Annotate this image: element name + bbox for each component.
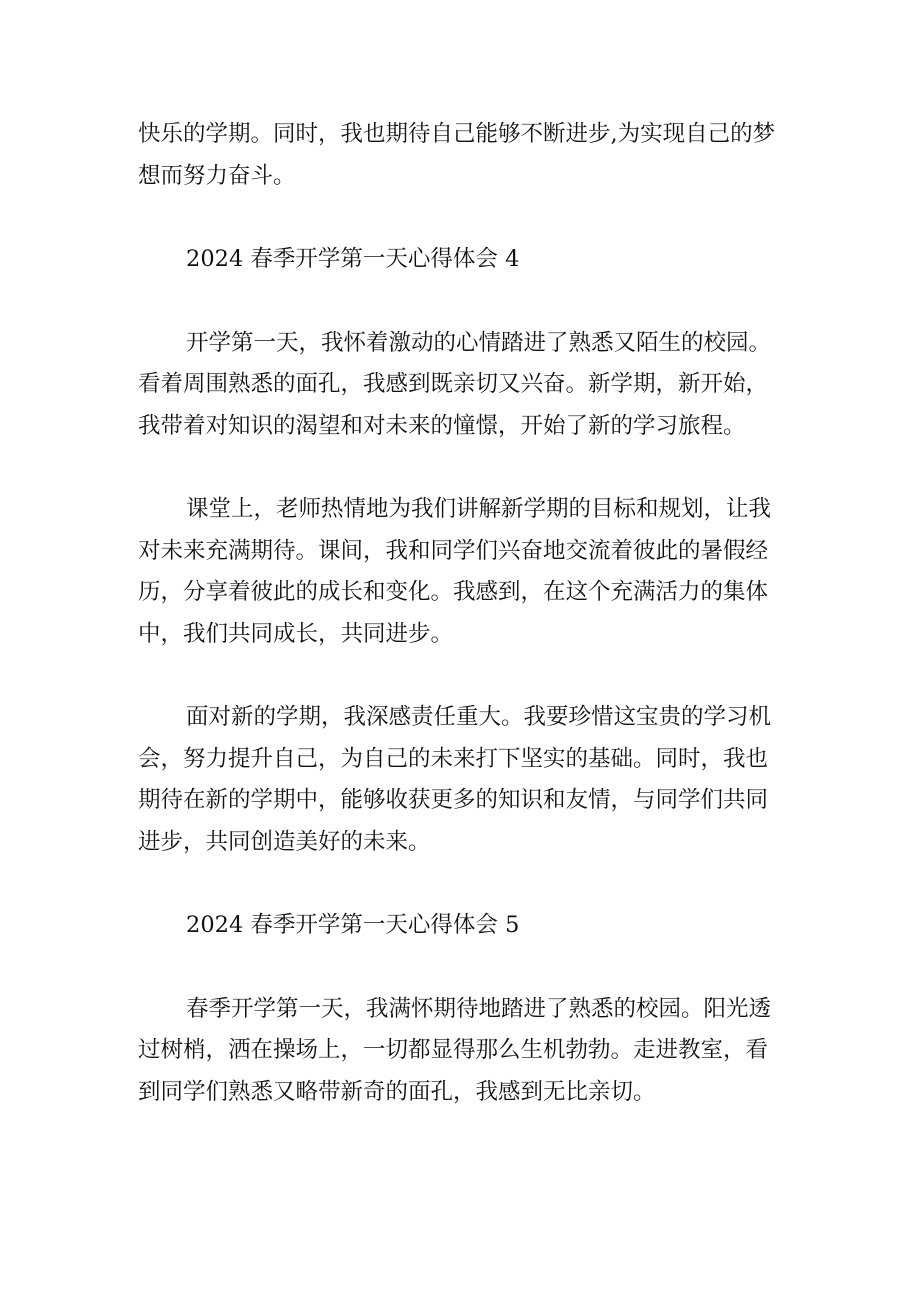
spacer — [138, 447, 784, 489]
spacer — [138, 947, 784, 989]
spacer — [138, 281, 784, 323]
paragraph-spring-day: 春季开学第一天，我满怀期待地踏进了熟悉的校园。阳光透过树梢，洒在操场上，一切都显得那么生机勃勃。走进教室，看到同学们熟悉又略带新奇的面孔，我感到无比亲切。 — [138, 995, 772, 1105]
paragraph-new-semester: 面对新的学期，我深感责任重大。我要珍惜这宝贵的学习机会，努力提升自己，为自己的未来打下坚实的基础。同时，我也期待在新的学期中，能够收获更多的知识和友情，与同学们共同进步，共同创造美好的未来。 — [138, 704, 772, 855]
spacer — [138, 655, 784, 697]
paragraph-classroom: 课堂上，老师热情地为我们讲解新学期的目标和规划，让我对未来充满期待。课间，我和同学们兴奋地交流着彼此的暑假经历，分享着彼此的成长和变化。我感到，在这个充满活力的集体中，我们共同成长，共同进步。 — [138, 496, 772, 647]
paragraph-closing: 快乐的学期。同时，我也期待自己能够不断进步,为实现自己的梦想而努力奋斗。 — [138, 121, 776, 189]
section-heading-5: 2024 春季开学第一天心得体会 5 — [186, 912, 520, 938]
spacer — [138, 197, 784, 239]
paragraph-first-day: 开学第一天，我怀着激动的心情踏进了熟悉又陌生的校园。看着周围熟悉的面孔，我感到既亲切又兴奋。新学期，新开始，我带着对知识的渴望和对未来的憧憬，开始了新的学习旅程。 — [138, 329, 772, 439]
section-heading-4: 2024 春季开学第一天心得体会 4 — [186, 246, 520, 272]
spacer — [138, 863, 784, 905]
